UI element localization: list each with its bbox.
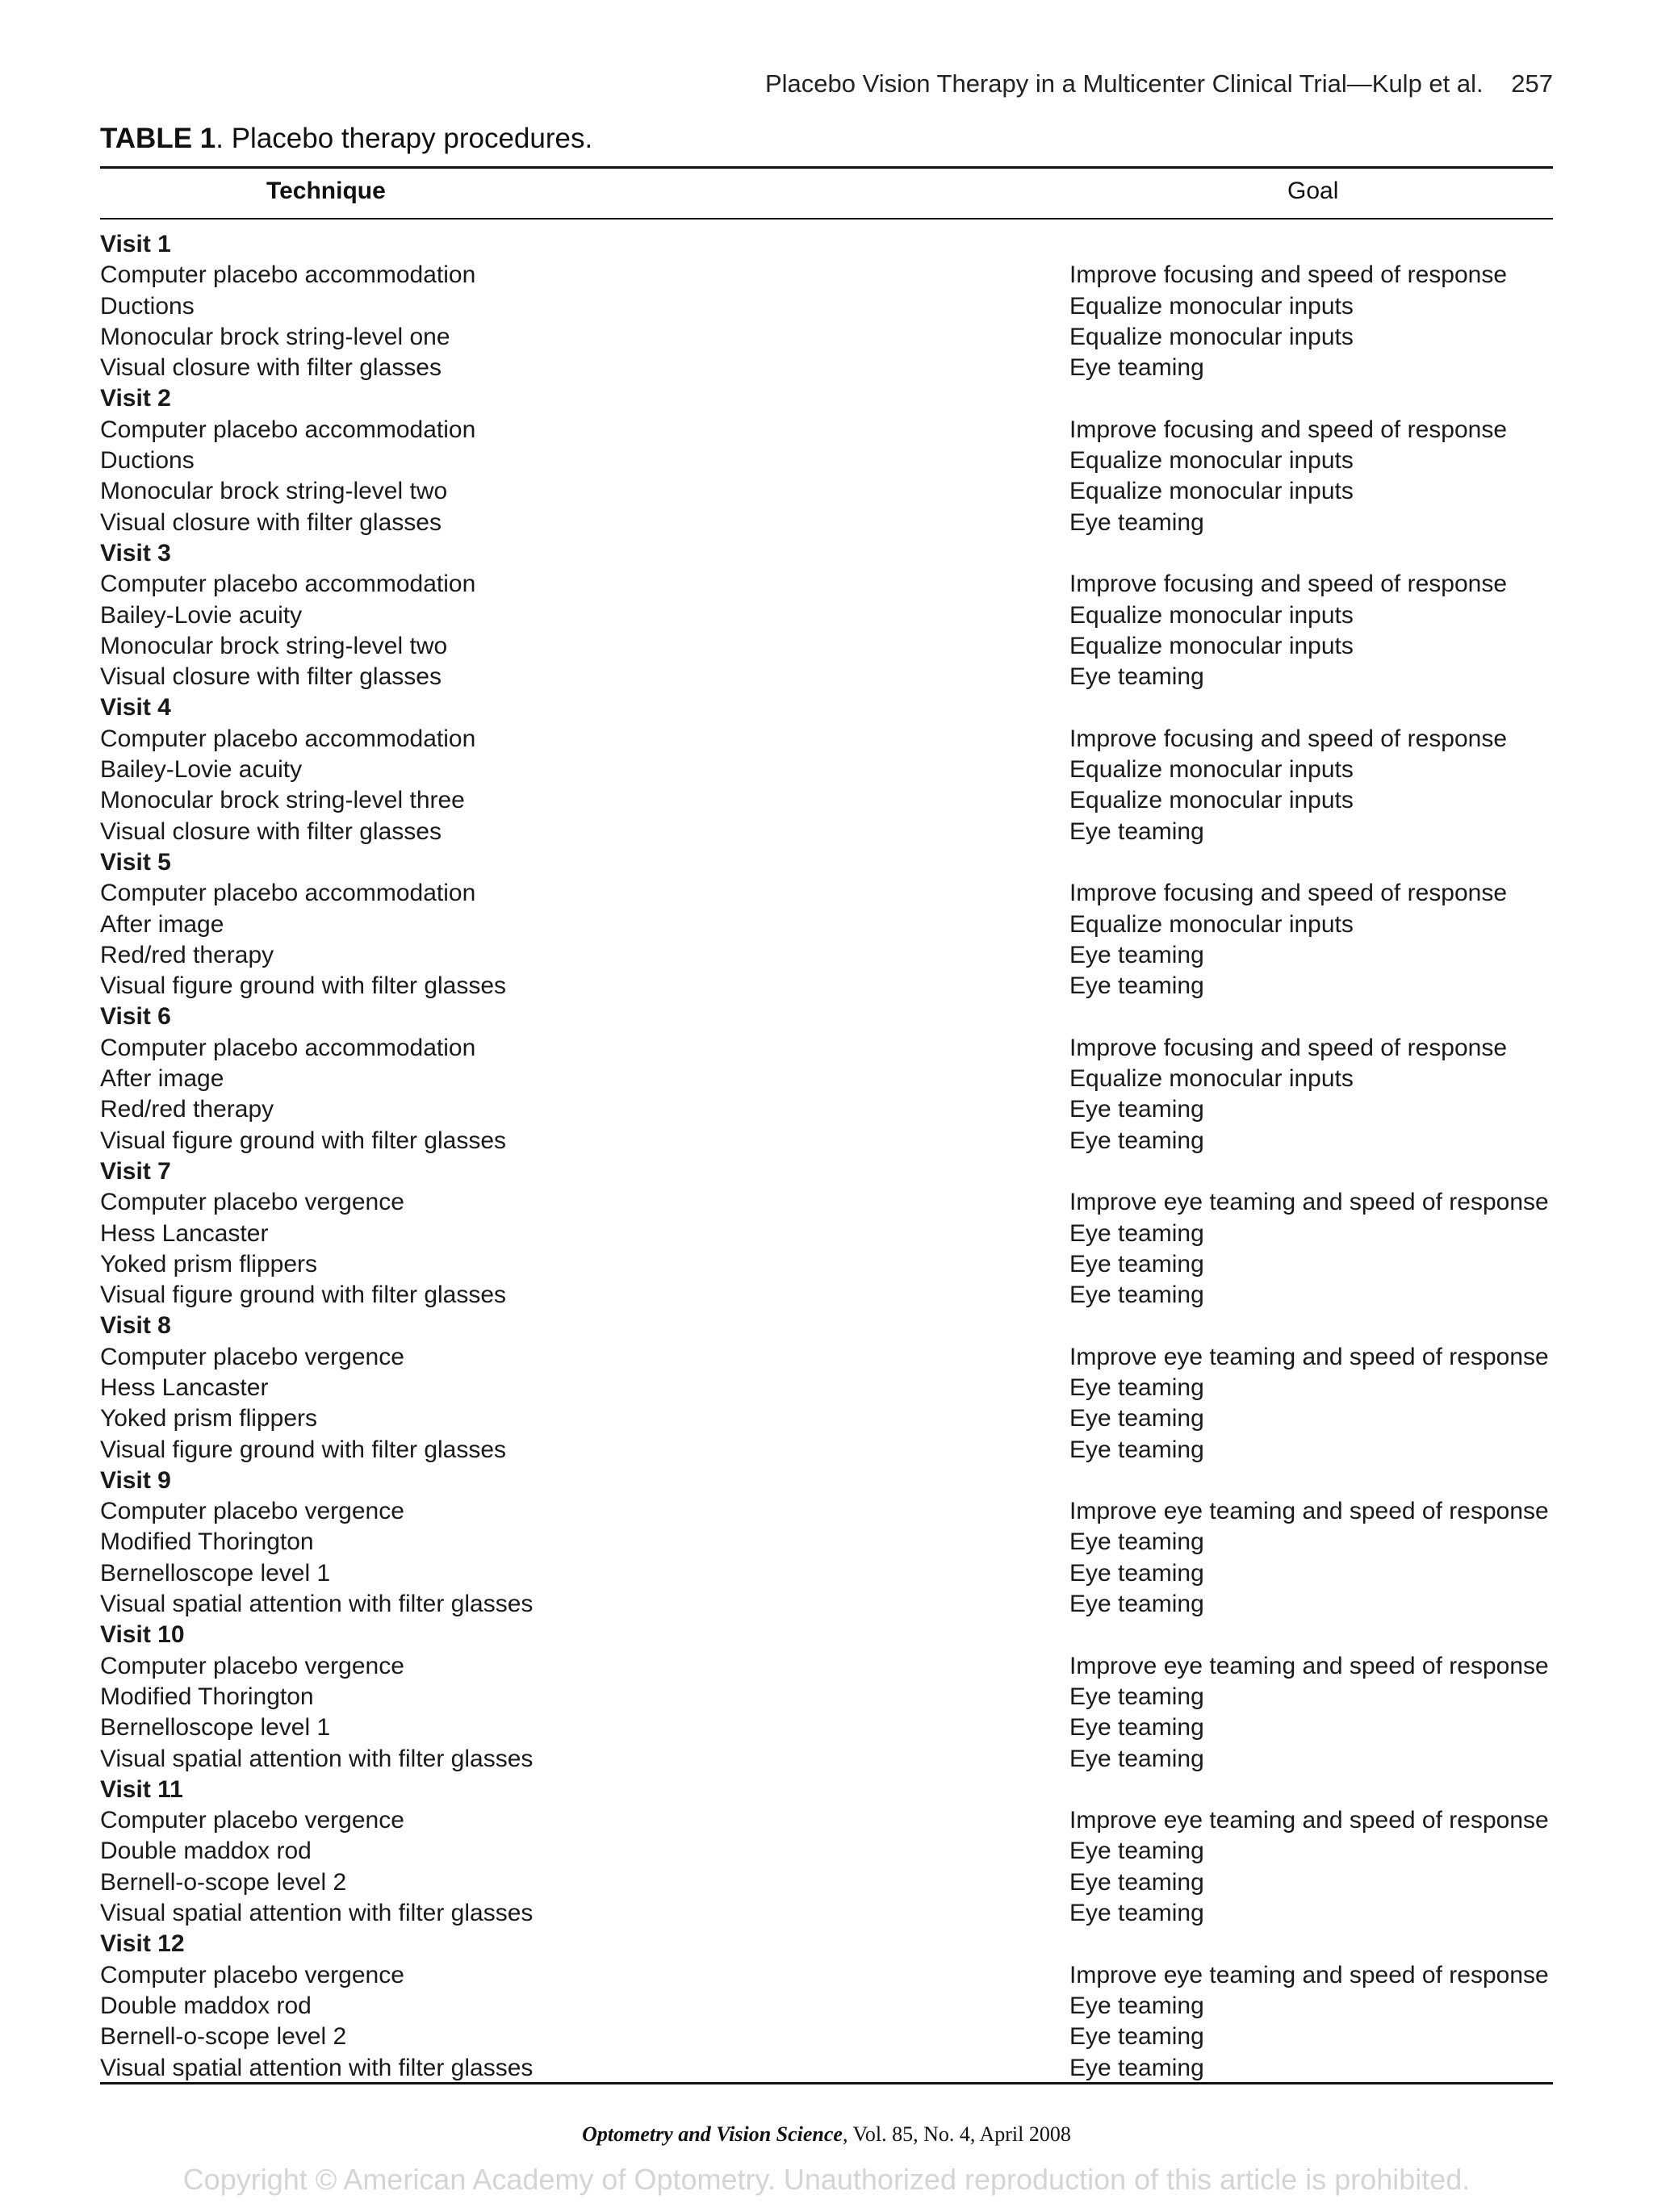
goal-cell: Eye teaming bbox=[1069, 1436, 1204, 1463]
technique-cell: Yoked prism flippers bbox=[100, 1250, 318, 1277]
goal-cell: Eye teaming bbox=[1069, 1683, 1204, 1710]
column-header-technique: Technique bbox=[266, 178, 386, 204]
technique-cell: Hess Lancaster bbox=[100, 1219, 269, 1247]
technique-cell: Visual spatial attention with filter glasses bbox=[100, 1900, 534, 1927]
visit-heading: Visit 12 bbox=[100, 1930, 185, 1958]
goal-cell: Eye teaming bbox=[1069, 1127, 1204, 1154]
goal-cell: Eye teaming bbox=[1069, 972, 1204, 1000]
goal-cell: Eye teaming bbox=[1069, 1250, 1204, 1277]
goal-cell: Equalize monocular inputs bbox=[1069, 910, 1354, 938]
technique-cell: Visual spatial attention with filter glasses bbox=[100, 1591, 534, 1618]
table-row bbox=[100, 2022, 1553, 2052]
table-caption-text: . Placebo therapy procedures. bbox=[216, 123, 593, 154]
goal-cell: Eye teaming bbox=[1069, 1559, 1204, 1587]
goal-cell: Eye teaming bbox=[1069, 1868, 1204, 1896]
running-head bbox=[100, 69, 1553, 98]
table-row bbox=[100, 1033, 1553, 1064]
table-row bbox=[100, 1682, 1553, 1712]
technique-cell: Double maddox rod bbox=[100, 1838, 312, 1865]
goal-cell: Eye teaming bbox=[1069, 1900, 1204, 1927]
table-row bbox=[100, 878, 1553, 909]
table-row bbox=[100, 1094, 1553, 1125]
journal-footer bbox=[0, 2122, 1653, 2147]
visit-heading: Visit 11 bbox=[100, 1775, 183, 1803]
table-row bbox=[100, 631, 1553, 662]
table-row bbox=[100, 1403, 1553, 1434]
table-body bbox=[100, 229, 1553, 2084]
goal-cell: Improve focusing and speed of response bbox=[1069, 571, 1508, 598]
technique-cell: Visual figure ground with filter glasses bbox=[100, 972, 507, 1000]
goal-cell: Eye teaming bbox=[1069, 1096, 1204, 1123]
table-row bbox=[100, 971, 1553, 1001]
goal-cell: Equalize monocular inputs bbox=[1069, 787, 1354, 814]
technique-cell: Monocular brock string-level two bbox=[100, 478, 448, 505]
technique-cell: Bernelloscope level 1 bbox=[100, 1559, 331, 1587]
table-row bbox=[100, 1991, 1553, 2022]
technique-cell: After image bbox=[100, 1065, 224, 1093]
table-row bbox=[100, 353, 1553, 383]
technique-cell: Bernell-o-scope level 2 bbox=[100, 2023, 347, 2051]
table-row bbox=[100, 1651, 1553, 1682]
table-row bbox=[100, 724, 1553, 755]
table-row bbox=[100, 1496, 1553, 1527]
goal-cell: Equalize monocular inputs bbox=[1069, 323, 1354, 350]
visit-heading: Visit 5 bbox=[100, 848, 171, 876]
technique-cell: Computer placebo vergence bbox=[100, 1498, 404, 1525]
goal-cell: Improve focusing and speed of response bbox=[1069, 725, 1508, 752]
visit-heading: Visit 8 bbox=[100, 1312, 171, 1340]
goal-cell: Eye teaming bbox=[1069, 663, 1204, 691]
technique-cell: Visual closure with filter glasses bbox=[100, 354, 441, 382]
running-head-title: Placebo Vision Therapy in a Multicenter Clinical Trial—Kulp et al. bbox=[764, 69, 1484, 98]
technique-cell: Computer placebo vergence bbox=[100, 1961, 404, 1988]
technique-cell: Ductions bbox=[100, 447, 195, 475]
table-row bbox=[100, 1867, 1553, 1898]
goal-cell: Equalize monocular inputs bbox=[1069, 632, 1354, 659]
table-row bbox=[100, 1527, 1553, 1558]
table-row bbox=[100, 508, 1553, 538]
column-header-goal: Goal bbox=[1287, 178, 1339, 204]
table-row bbox=[100, 1712, 1553, 1743]
table-row bbox=[100, 1898, 1553, 1929]
visit-heading: Visit 10 bbox=[100, 1621, 185, 1649]
goal-cell: Improve focusing and speed of response bbox=[1069, 1034, 1508, 1061]
technique-cell: Computer placebo accommodation bbox=[100, 416, 476, 443]
technique-cell: Red/red therapy bbox=[100, 1096, 274, 1123]
table-row bbox=[100, 600, 1553, 631]
technique-cell: Hess Lancaster bbox=[100, 1374, 269, 1401]
goal-cell: Eye teaming bbox=[1069, 508, 1204, 536]
table-row bbox=[100, 1249, 1553, 1280]
visit-heading: Visit 6 bbox=[100, 1003, 171, 1031]
goal-cell: Eye teaming bbox=[1069, 1374, 1204, 1401]
technique-cell: Computer placebo vergence bbox=[100, 1343, 404, 1370]
table-row bbox=[100, 415, 1553, 445]
goal-cell: Eye teaming bbox=[1069, 2023, 1204, 2051]
table-row bbox=[100, 476, 1553, 507]
table-row bbox=[100, 1342, 1553, 1373]
table-row bbox=[100, 445, 1553, 476]
goal-cell: Eye teaming bbox=[1069, 354, 1204, 382]
table-row bbox=[100, 909, 1553, 940]
goal-cell: Equalize monocular inputs bbox=[1069, 292, 1354, 320]
goal-cell: Eye teaming bbox=[1069, 1528, 1204, 1556]
technique-cell: Visual spatial attention with filter glasses bbox=[100, 1745, 534, 1772]
visit-heading: Visit 9 bbox=[100, 1466, 171, 1494]
table-caption bbox=[100, 123, 592, 155]
goal-cell: Equalize monocular inputs bbox=[1069, 601, 1354, 629]
table-row bbox=[100, 1836, 1553, 1867]
goal-cell: Eye teaming bbox=[1069, 817, 1204, 845]
technique-cell: Bernell-o-scope level 2 bbox=[100, 1868, 347, 1896]
technique-cell: After image bbox=[100, 910, 224, 938]
goal-cell: Improve eye teaming and speed of response bbox=[1069, 1343, 1549, 1370]
visit-heading: Visit 2 bbox=[100, 385, 171, 412]
table-row bbox=[100, 1744, 1553, 1775]
table-row bbox=[100, 1280, 1553, 1311]
technique-cell: Visual closure with filter glasses bbox=[100, 817, 441, 845]
goal-cell: Eye teaming bbox=[1069, 1282, 1204, 1309]
goal-cell: Eye teaming bbox=[1069, 1714, 1204, 1742]
goal-cell: Improve focusing and speed of response bbox=[1069, 261, 1508, 289]
technique-cell: Monocular brock string-level one bbox=[100, 323, 450, 350]
technique-cell: Computer placebo vergence bbox=[100, 1652, 404, 1679]
goal-cell: Equalize monocular inputs bbox=[1069, 447, 1354, 475]
technique-cell: Double maddox rod bbox=[100, 1992, 312, 2019]
technique-cell: Red/red therapy bbox=[100, 941, 274, 968]
table-row bbox=[100, 1558, 1553, 1589]
table-bottom-rule bbox=[100, 2082, 1553, 2084]
goal-cell: Improve eye teaming and speed of response bbox=[1069, 1961, 1549, 1988]
table-row bbox=[100, 1589, 1553, 1620]
table-row bbox=[100, 569, 1553, 600]
table-row bbox=[100, 785, 1553, 816]
technique-cell: Monocular brock string-level two bbox=[100, 632, 448, 659]
goal-cell: Improve eye teaming and speed of response bbox=[1069, 1652, 1549, 1679]
visit-heading: Visit 1 bbox=[100, 231, 171, 257]
goal-cell: Eye teaming bbox=[1069, 1838, 1204, 1865]
table-top-rule bbox=[100, 166, 1553, 169]
copyright-notice: Copyright © American Academy of Optometry. Unauthorized reproduction of this article is prohibited. bbox=[182, 2163, 1471, 2196]
page-number: 257 bbox=[1511, 69, 1553, 98]
technique-cell: Visual figure ground with filter glasses bbox=[100, 1436, 507, 1463]
technique-cell: Ductions bbox=[100, 292, 195, 320]
table-row bbox=[100, 291, 1553, 322]
goal-cell: Eye teaming bbox=[1069, 941, 1204, 968]
technique-cell: Monocular brock string-level three bbox=[100, 787, 465, 814]
table-row bbox=[100, 662, 1553, 692]
technique-cell: Yoked prism flippers bbox=[100, 1405, 318, 1432]
table-row bbox=[100, 1435, 1553, 1466]
technique-cell: Computer placebo vergence bbox=[100, 1189, 404, 1216]
goal-cell: Equalize monocular inputs bbox=[1069, 478, 1354, 505]
goal-cell: Improve focusing and speed of response bbox=[1069, 880, 1508, 907]
technique-cell: Visual closure with filter glasses bbox=[100, 508, 441, 536]
technique-cell: Computer placebo vergence bbox=[100, 1807, 404, 1834]
technique-cell: Computer placebo accommodation bbox=[100, 880, 476, 907]
table-row bbox=[100, 260, 1553, 291]
visit-heading: Visit 4 bbox=[100, 694, 171, 721]
technique-cell: Visual figure ground with filter glasses bbox=[100, 1127, 507, 1154]
technique-cell: Visual closure with filter glasses bbox=[100, 663, 441, 691]
technique-cell: Modified Thorington bbox=[100, 1683, 314, 1710]
table-header-rule bbox=[100, 218, 1553, 220]
goal-cell: Eye teaming bbox=[1069, 1992, 1204, 2019]
technique-cell: Modified Thorington bbox=[100, 1528, 314, 1556]
table-row bbox=[100, 1960, 1553, 1991]
journal-details: , Vol. 85, No. 4, April 2008 bbox=[842, 2122, 1071, 2146]
goal-cell: Eye teaming bbox=[1069, 1745, 1204, 1772]
goal-cell: Eye teaming bbox=[1069, 2054, 1204, 2081]
journal-name: Optometry and Vision Science bbox=[582, 2122, 843, 2146]
table-row bbox=[100, 1805, 1553, 1836]
table-row bbox=[100, 322, 1553, 353]
table-row bbox=[100, 1126, 1553, 1156]
technique-cell: Computer placebo accommodation bbox=[100, 725, 476, 752]
goal-cell: Improve eye teaming and speed of response bbox=[1069, 1807, 1549, 1834]
table-row bbox=[100, 940, 1553, 971]
visit-heading: Visit 7 bbox=[100, 1157, 171, 1185]
table-row bbox=[100, 1219, 1553, 1249]
goal-cell: Improve focusing and speed of response bbox=[1069, 416, 1508, 443]
table-label: TABLE 1 bbox=[100, 123, 216, 154]
goal-cell: Equalize monocular inputs bbox=[1069, 1065, 1354, 1093]
table-row bbox=[100, 1373, 1553, 1403]
goal-cell: Equalize monocular inputs bbox=[1069, 756, 1354, 784]
visit-heading: Visit 3 bbox=[100, 539, 171, 567]
goal-cell: Eye teaming bbox=[1069, 1405, 1204, 1432]
goal-cell: Improve eye teaming and speed of response bbox=[1069, 1498, 1549, 1525]
table-row bbox=[100, 817, 1553, 847]
technique-cell: Computer placebo accommodation bbox=[100, 261, 476, 289]
technique-cell: Computer placebo accommodation bbox=[100, 571, 476, 598]
goal-cell: Eye teaming bbox=[1069, 1219, 1204, 1247]
table-row bbox=[100, 1187, 1553, 1218]
technique-cell: Visual spatial attention with filter glasses bbox=[100, 2054, 534, 2081]
technique-cell: Computer placebo accommodation bbox=[100, 1034, 476, 1061]
table-row bbox=[100, 1064, 1553, 1094]
table-row bbox=[100, 2053, 1553, 2084]
goal-cell: Eye teaming bbox=[1069, 1591, 1204, 1618]
technique-cell: Visual figure ground with filter glasses bbox=[100, 1282, 507, 1309]
technique-cell: Bailey-Lovie acuity bbox=[100, 756, 303, 784]
technique-cell: Bailey-Lovie acuity bbox=[100, 601, 303, 629]
table-row bbox=[100, 755, 1553, 785]
technique-cell: Bernelloscope level 1 bbox=[100, 1714, 331, 1742]
goal-cell: Improve eye teaming and speed of response bbox=[1069, 1189, 1549, 1216]
